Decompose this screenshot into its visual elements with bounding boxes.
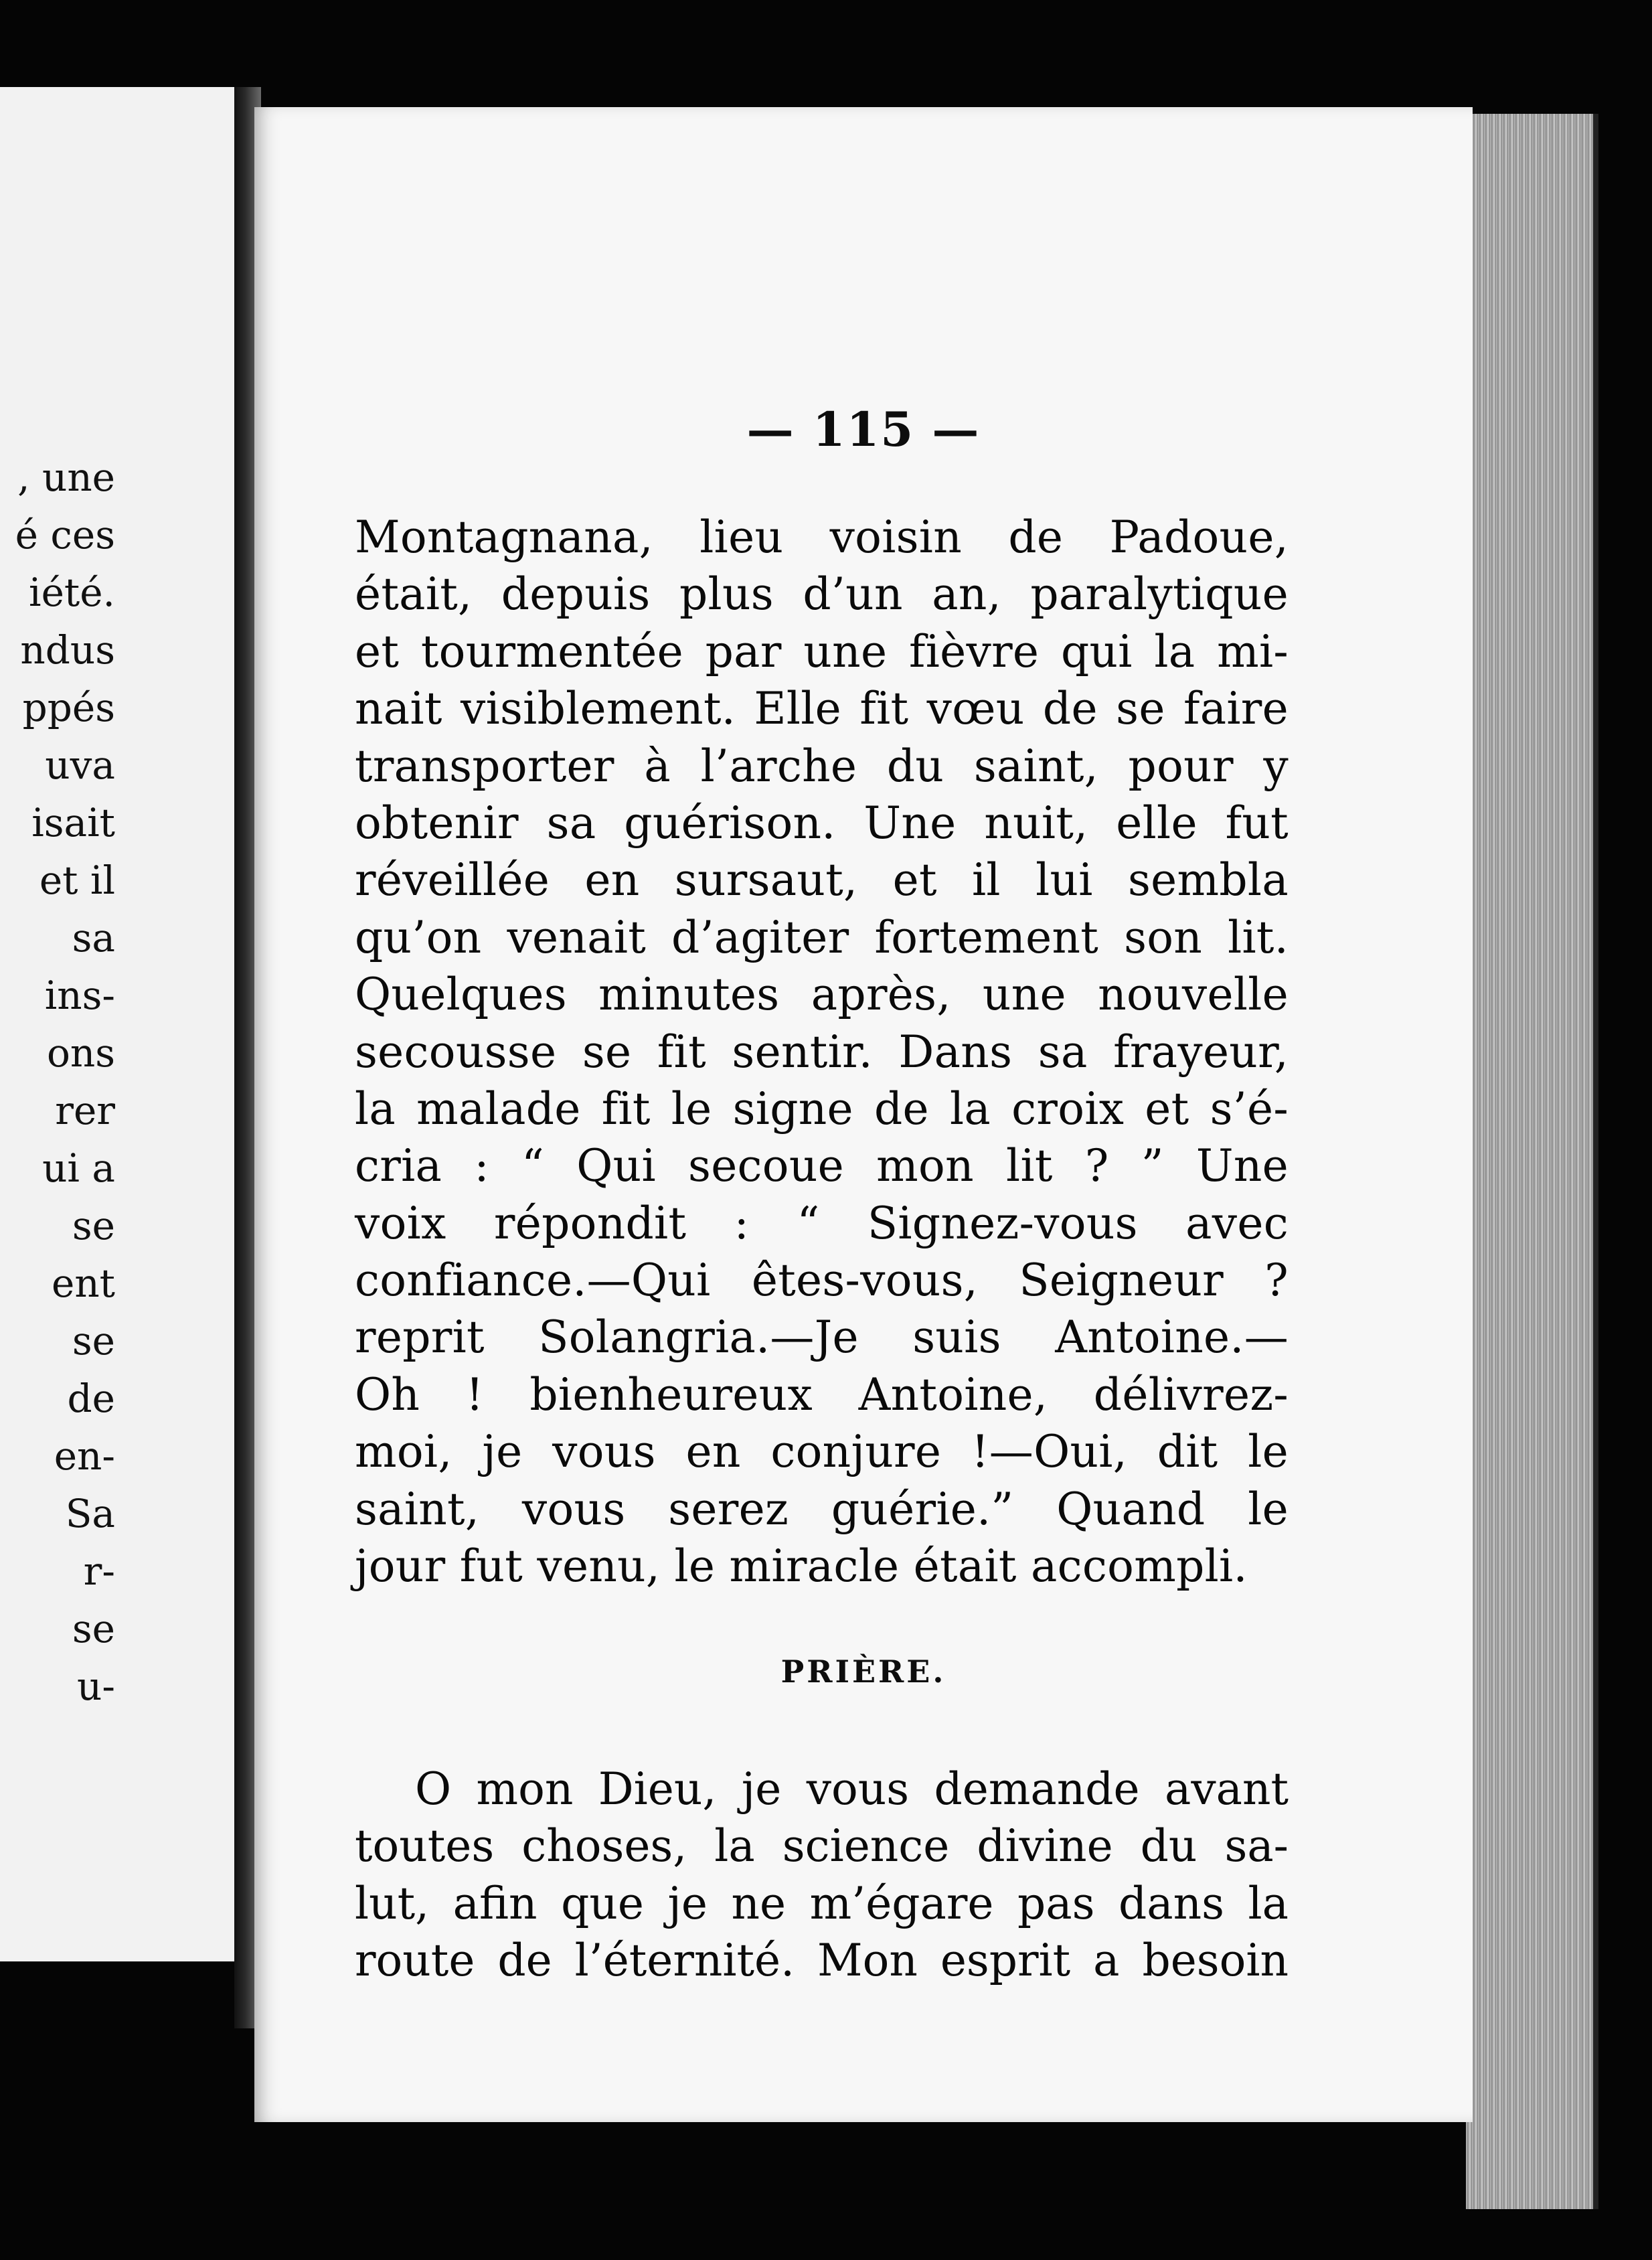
text-line: Montagnana, lieu voisin de Padoue, [355,511,1289,563]
text-line: était, depuis plus d’un an, paralytique [355,568,1289,621]
text-line: O mon Dieu, je vous demande avant [415,1763,1289,1815]
text-line: moi, je vous en conjure !—Oui, dit le [355,1426,1289,1478]
text-line: jour fut venu, le miracle était accompli. [355,1540,1248,1593]
text-line: nait visiblement. Elle fit vœu de se faire [355,683,1289,735]
left-line: r- [83,1548,115,1594]
left-line: de [67,1376,115,1421]
text-line: toutes choses, la science divine du sa- [355,1820,1289,1872]
text-line: confiance.—Qui êtes-vous, Seigneur ? [355,1255,1289,1307]
left-line: rer [55,1088,115,1133]
text-line: obtenir sa guérison. Une nuit, elle fut [355,797,1289,849]
text-line: cria : “ Qui secoue mon lit ? ” Une [355,1140,1289,1192]
text-line: et tourmentée par une fièvre qui la mi- [355,625,1289,677]
text-line: réveillée en sursaut, et il lui sembla [355,854,1289,906]
left-line: en- [54,1433,115,1479]
left-line: et il [39,858,115,903]
left-page-text [0,449,234,1773]
left-line: u- [77,1664,115,1709]
left-line: ui a [42,1145,115,1191]
right-page [254,107,1473,2122]
text-line: Oh ! bienheureux Antoine, délivrez- [355,1368,1289,1421]
left-line: uva [45,742,115,788]
text-line: route de l’éternité. Mon esprit a besoin [355,1935,1289,1987]
left-line: isait [31,800,115,845]
text-line: lut, afin que je ne m’égare pas dans la [355,1877,1289,1929]
left-line: iété. [29,570,115,615]
text-line: voix répondit : “ Signez-vous avec [355,1197,1289,1249]
page-edges [1466,114,1598,2209]
text-line: qu’on venait d’agiter fortement son lit. [355,911,1289,963]
prayer-heading: PRIÈRE. [780,1653,946,1690]
text-line: reprit Solangria.—Je suis Antoine.— [355,1311,1289,1364]
left-line [0,1715,234,1773]
left-line: se [72,1606,115,1651]
left-facing-page [0,87,238,1961]
text-line: Quelques minutes après, une nouvelle [355,969,1289,1021]
text-line: transporter à l’arche du saint, pour y [355,740,1289,792]
left-line: é ces [15,512,115,558]
left-line: ppés [22,685,115,730]
body-paragraph [355,509,1289,1595]
text-line: saint, vous serez guérie.” Quand le [355,1483,1289,1535]
prayer-paragraph [355,1761,1289,1990]
text-line: la malade fit le signe de la croix et s’é- [355,1082,1289,1135]
text-line: secousse se fit sentir. Dans sa frayeur, [355,1026,1289,1078]
left-line: ndus [20,627,115,673]
left-line: , une [17,455,115,500]
left-line: ent [52,1261,115,1306]
left-line: se [72,1318,115,1364]
left-line: ins- [44,973,115,1018]
left-line: ons [46,1030,115,1076]
left-line: sa [72,915,115,961]
left-line: Sa [65,1491,115,1536]
page-number: — 115 — [746,402,981,457]
left-line: se [72,1203,115,1248]
